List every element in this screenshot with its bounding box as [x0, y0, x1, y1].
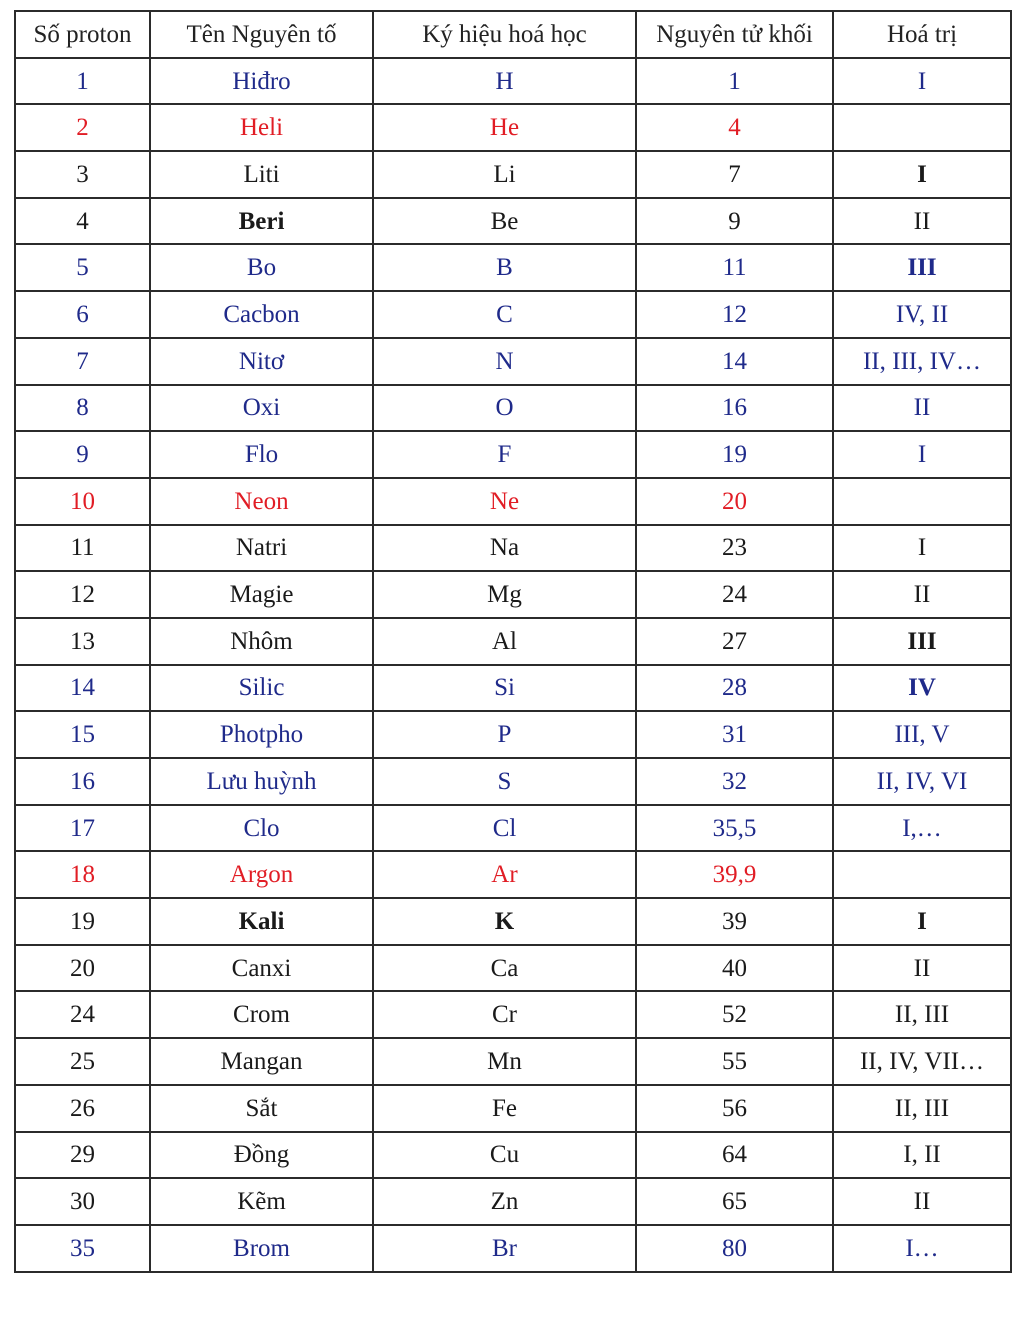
cell-atomic-mass: 9	[636, 198, 833, 245]
cell-element-name: Liti	[150, 151, 373, 198]
cell-valence: II	[833, 385, 1011, 432]
cell-atomic-mass: 7	[636, 151, 833, 198]
cell-proton: 30	[15, 1178, 150, 1225]
cell-proton: 8	[15, 385, 150, 432]
cell-valence	[833, 478, 1011, 525]
cell-valence: II	[833, 1178, 1011, 1225]
cell-valence: I	[833, 58, 1011, 105]
cell-symbol: Br	[373, 1225, 636, 1272]
cell-element-name: Neon	[150, 478, 373, 525]
cell-symbol: Si	[373, 665, 636, 712]
cell-atomic-mass: 80	[636, 1225, 833, 1272]
table-row	[15, 571, 1011, 618]
cell-atomic-mass: 4	[636, 104, 833, 151]
table-row	[15, 338, 1011, 385]
cell-proton: 9	[15, 431, 150, 478]
table-row	[15, 805, 1011, 852]
header-atomic-mass: Nguyên tử khối	[636, 11, 833, 58]
cell-element-name: Clo	[150, 805, 373, 852]
table-row	[15, 1178, 1011, 1225]
cell-valence: I	[833, 898, 1011, 945]
table-body	[15, 58, 1011, 1272]
table-row	[15, 431, 1011, 478]
cell-valence: II, IV, VI	[833, 758, 1011, 805]
cell-valence: I…	[833, 1225, 1011, 1272]
cell-symbol: N	[373, 338, 636, 385]
table-row	[15, 1132, 1011, 1179]
table-row	[15, 1038, 1011, 1085]
cell-proton: 11	[15, 525, 150, 572]
cell-element-name: Cacbon	[150, 291, 373, 338]
cell-proton: 17	[15, 805, 150, 852]
cell-atomic-mass: 23	[636, 525, 833, 572]
cell-valence	[833, 104, 1011, 151]
cell-element-name: Flo	[150, 431, 373, 478]
table-row	[15, 244, 1011, 291]
cell-symbol: Li	[373, 151, 636, 198]
cell-element-name: Mangan	[150, 1038, 373, 1085]
cell-proton: 12	[15, 571, 150, 618]
cell-atomic-mass: 55	[636, 1038, 833, 1085]
cell-proton: 7	[15, 338, 150, 385]
cell-element-name: Kali	[150, 898, 373, 945]
cell-symbol: Ne	[373, 478, 636, 525]
cell-element-name: Canxi	[150, 945, 373, 992]
cell-symbol: B	[373, 244, 636, 291]
cell-atomic-mass: 11	[636, 244, 833, 291]
cell-valence: II, IV, VII…	[833, 1038, 1011, 1085]
table-row	[15, 851, 1011, 898]
header-valence: Hoá trị	[833, 11, 1011, 58]
cell-proton: 4	[15, 198, 150, 245]
cell-symbol: K	[373, 898, 636, 945]
table-row	[15, 945, 1011, 992]
cell-element-name: Sắt	[150, 1085, 373, 1132]
cell-symbol: Fe	[373, 1085, 636, 1132]
cell-atomic-mass: 1	[636, 58, 833, 105]
cell-symbol: Zn	[373, 1178, 636, 1225]
cell-element-name: Magie	[150, 571, 373, 618]
cell-valence: I,…	[833, 805, 1011, 852]
cell-proton: 35	[15, 1225, 150, 1272]
cell-element-name: Silic	[150, 665, 373, 712]
cell-atomic-mass: 40	[636, 945, 833, 992]
cell-symbol: Cl	[373, 805, 636, 852]
cell-proton: 18	[15, 851, 150, 898]
header-proton: Số proton	[15, 11, 150, 58]
table-row	[15, 991, 1011, 1038]
cell-symbol: He	[373, 104, 636, 151]
cell-valence: IV	[833, 665, 1011, 712]
table-row	[15, 758, 1011, 805]
cell-symbol: Mn	[373, 1038, 636, 1085]
cell-valence	[833, 851, 1011, 898]
cell-valence: III	[833, 244, 1011, 291]
header-element-name: Tên Nguyên tố	[150, 11, 373, 58]
cell-valence: II	[833, 198, 1011, 245]
cell-proton: 15	[15, 711, 150, 758]
table-row	[15, 385, 1011, 432]
table-row	[15, 58, 1011, 105]
cell-element-name: Nhôm	[150, 618, 373, 665]
table-row	[15, 1225, 1011, 1272]
cell-proton: 24	[15, 991, 150, 1038]
cell-atomic-mass: 65	[636, 1178, 833, 1225]
cell-atomic-mass: 14	[636, 338, 833, 385]
cell-valence: II	[833, 945, 1011, 992]
cell-symbol: Cu	[373, 1132, 636, 1179]
cell-proton: 29	[15, 1132, 150, 1179]
cell-valence: II	[833, 571, 1011, 618]
table-row	[15, 291, 1011, 338]
cell-atomic-mass: 19	[636, 431, 833, 478]
table-row	[15, 525, 1011, 572]
cell-proton: 1	[15, 58, 150, 105]
cell-valence: III	[833, 618, 1011, 665]
cell-element-name: Crom	[150, 991, 373, 1038]
header-row	[15, 11, 1011, 58]
cell-proton: 19	[15, 898, 150, 945]
table-row	[15, 711, 1011, 758]
table-row	[15, 478, 1011, 525]
cell-atomic-mass: 32	[636, 758, 833, 805]
cell-atomic-mass: 27	[636, 618, 833, 665]
cell-atomic-mass: 31	[636, 711, 833, 758]
cell-atomic-mass: 35,5	[636, 805, 833, 852]
cell-proton: 6	[15, 291, 150, 338]
cell-element-name: Beri	[150, 198, 373, 245]
table-row	[15, 665, 1011, 712]
cell-element-name: Nitơ	[150, 338, 373, 385]
cell-proton: 25	[15, 1038, 150, 1085]
cell-element-name: Photpho	[150, 711, 373, 758]
cell-atomic-mass: 39	[636, 898, 833, 945]
cell-symbol: S	[373, 758, 636, 805]
element-table	[14, 10, 1012, 1273]
cell-symbol: P	[373, 711, 636, 758]
cell-proton: 10	[15, 478, 150, 525]
table-row	[15, 1085, 1011, 1132]
cell-valence: II, III, IV…	[833, 338, 1011, 385]
cell-element-name: Kẽm	[150, 1178, 373, 1225]
cell-atomic-mass: 56	[636, 1085, 833, 1132]
cell-atomic-mass: 64	[636, 1132, 833, 1179]
cell-element-name: Heli	[150, 104, 373, 151]
header-symbol: Ký hiệu hoá học	[373, 11, 636, 58]
cell-symbol: Ca	[373, 945, 636, 992]
table-row	[15, 104, 1011, 151]
cell-element-name: Đồng	[150, 1132, 373, 1179]
cell-proton: 20	[15, 945, 150, 992]
cell-valence: I, II	[833, 1132, 1011, 1179]
cell-symbol: H	[373, 58, 636, 105]
cell-element-name: Brom	[150, 1225, 373, 1272]
cell-atomic-mass: 16	[636, 385, 833, 432]
cell-symbol: Al	[373, 618, 636, 665]
cell-valence: IV, II	[833, 291, 1011, 338]
cell-element-name: Hiđro	[150, 58, 373, 105]
table-row	[15, 151, 1011, 198]
cell-symbol: Na	[373, 525, 636, 572]
cell-element-name: Argon	[150, 851, 373, 898]
cell-element-name: Bo	[150, 244, 373, 291]
cell-valence: II, III	[833, 991, 1011, 1038]
cell-valence: II, III	[833, 1085, 1011, 1132]
cell-atomic-mass: 20	[636, 478, 833, 525]
cell-proton: 26	[15, 1085, 150, 1132]
cell-proton: 16	[15, 758, 150, 805]
cell-valence: III, V	[833, 711, 1011, 758]
cell-atomic-mass: 28	[636, 665, 833, 712]
cell-atomic-mass: 39,9	[636, 851, 833, 898]
cell-atomic-mass: 12	[636, 291, 833, 338]
cell-proton: 2	[15, 104, 150, 151]
table-row	[15, 618, 1011, 665]
cell-proton: 14	[15, 665, 150, 712]
cell-valence: I	[833, 431, 1011, 478]
cell-symbol: F	[373, 431, 636, 478]
cell-element-name: Oxi	[150, 385, 373, 432]
cell-symbol: C	[373, 291, 636, 338]
cell-element-name: Natri	[150, 525, 373, 572]
cell-valence: I	[833, 525, 1011, 572]
cell-symbol: Ar	[373, 851, 636, 898]
cell-symbol: Mg	[373, 571, 636, 618]
table-row	[15, 898, 1011, 945]
cell-symbol: O	[373, 385, 636, 432]
cell-atomic-mass: 24	[636, 571, 833, 618]
cell-proton: 13	[15, 618, 150, 665]
cell-valence: I	[833, 151, 1011, 198]
cell-element-name: Lưu huỳnh	[150, 758, 373, 805]
cell-symbol: Cr	[373, 991, 636, 1038]
cell-atomic-mass: 52	[636, 991, 833, 1038]
cell-symbol: Be	[373, 198, 636, 245]
cell-proton: 5	[15, 244, 150, 291]
table-row	[15, 198, 1011, 245]
cell-proton: 3	[15, 151, 150, 198]
